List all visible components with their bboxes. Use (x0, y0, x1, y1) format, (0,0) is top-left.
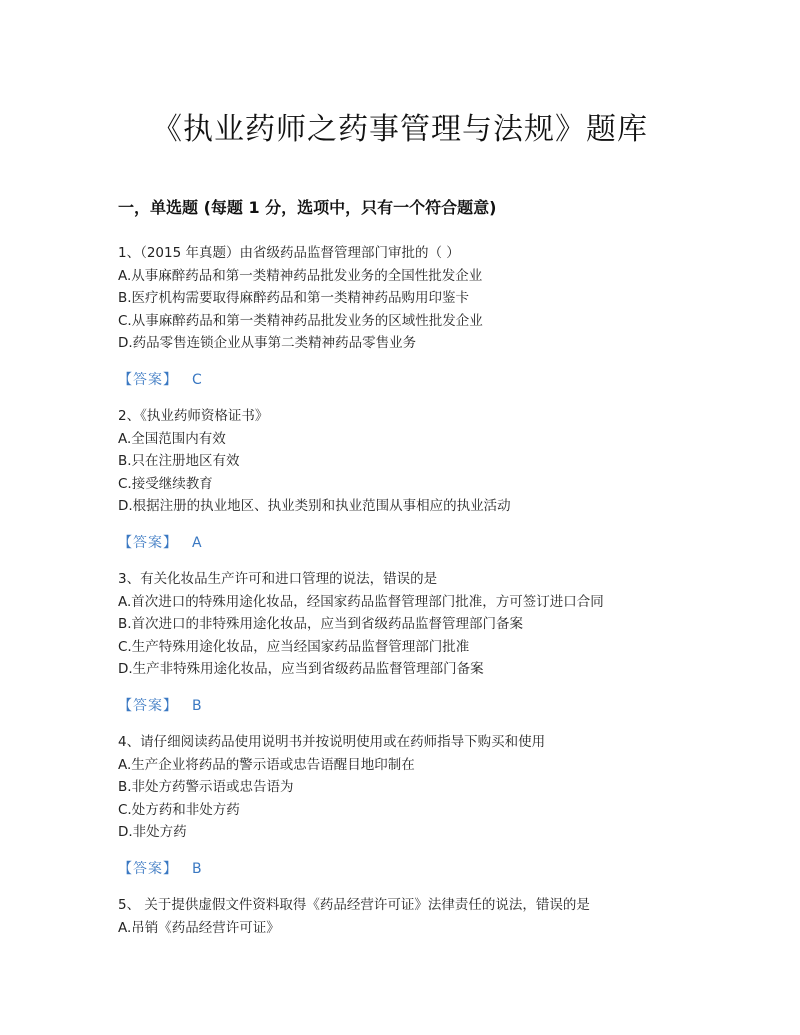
question-3 (118, 568, 718, 681)
question-stem: 1、（2015 年真题）由省级药品监督管理部门审批的（ ） (118, 245, 460, 261)
document-title: 《执业药师之药事管理与法规》题库 (152, 112, 648, 147)
option-c: C.处方药和非处方药 (118, 801, 240, 818)
question-4 (118, 731, 718, 844)
option-c: C.接受继续教育 (118, 475, 213, 492)
answer-1 (118, 369, 202, 391)
option-c: C.生产特殊用途化妆品，应当经国家药品监督管理部门批准 (118, 638, 470, 655)
answer-4 (118, 858, 202, 880)
option-d: D.非处方药 (118, 824, 187, 840)
answer-3 (118, 695, 202, 717)
option-a: A.全国范围内有效 (118, 430, 226, 447)
question-stem: 5、 关于提供虚假文件资料取得《药品经营许可证》法律责任的说法，错误的是 (118, 897, 590, 913)
option-b: B.只在注册地区有效 (118, 453, 240, 469)
question-1 (118, 242, 718, 355)
answer-label: 【答案】 (118, 698, 178, 714)
answer-value: B (192, 698, 202, 714)
answer-value: C (192, 372, 202, 388)
option-d: D.根据注册的执业地区、执业类别和执业范围从事相应的执业活动 (118, 498, 511, 514)
answer-label: 【答案】 (118, 372, 178, 388)
question-5 (118, 894, 718, 939)
answer-value: A (192, 535, 202, 551)
answer-value: B (192, 861, 202, 877)
question-stem: 2、《执业药师资格证书》 (118, 408, 269, 424)
question-stem: 3、有关化妆品生产许可和进口管理的说法，错误的是 (118, 571, 438, 587)
answer-2 (118, 532, 202, 554)
option-b: B.非处方药警示语或忠告语为 (118, 779, 294, 795)
option-b: B.医疗机构需要取得麻醉药品和第一类精神药品购用印鉴卡 (118, 290, 470, 306)
section-heading: 一，单选题 (每题 1 分，选项中，只有一个符合题意) (118, 198, 497, 217)
question-2 (118, 405, 718, 518)
option-a: A.吊销《药品经营许可证》 (118, 919, 280, 936)
answer-label: 【答案】 (118, 535, 178, 551)
question-stem: 4、请仔细阅读药品使用说明书并按说明使用或在药师指导下购买和使用 (118, 734, 546, 750)
option-d: D.生产非特殊用途化妆品，应当到省级药品监督管理部门备案 (118, 661, 484, 677)
option-a: A.首次进口的特殊用途化妆品，经国家药品监督管理部门批准，方可签订进口合同 (118, 593, 604, 610)
option-c: C.从事麻醉药品和第一类精神药品批发业务的区域性批发企业 (118, 312, 483, 329)
option-a: A.从事麻醉药品和第一类精神药品批发业务的全国性批发企业 (118, 267, 483, 284)
option-b: B.首次进口的非特殊用途化妆品，应当到省级药品监督管理部门备案 (118, 616, 524, 632)
option-d: D.药品零售连锁企业从事第二类精神药品零售业务 (118, 335, 417, 351)
option-a: A.生产企业将药品的警示语或忠告语醒目地印制在 (118, 756, 415, 773)
answer-label: 【答案】 (118, 861, 178, 877)
